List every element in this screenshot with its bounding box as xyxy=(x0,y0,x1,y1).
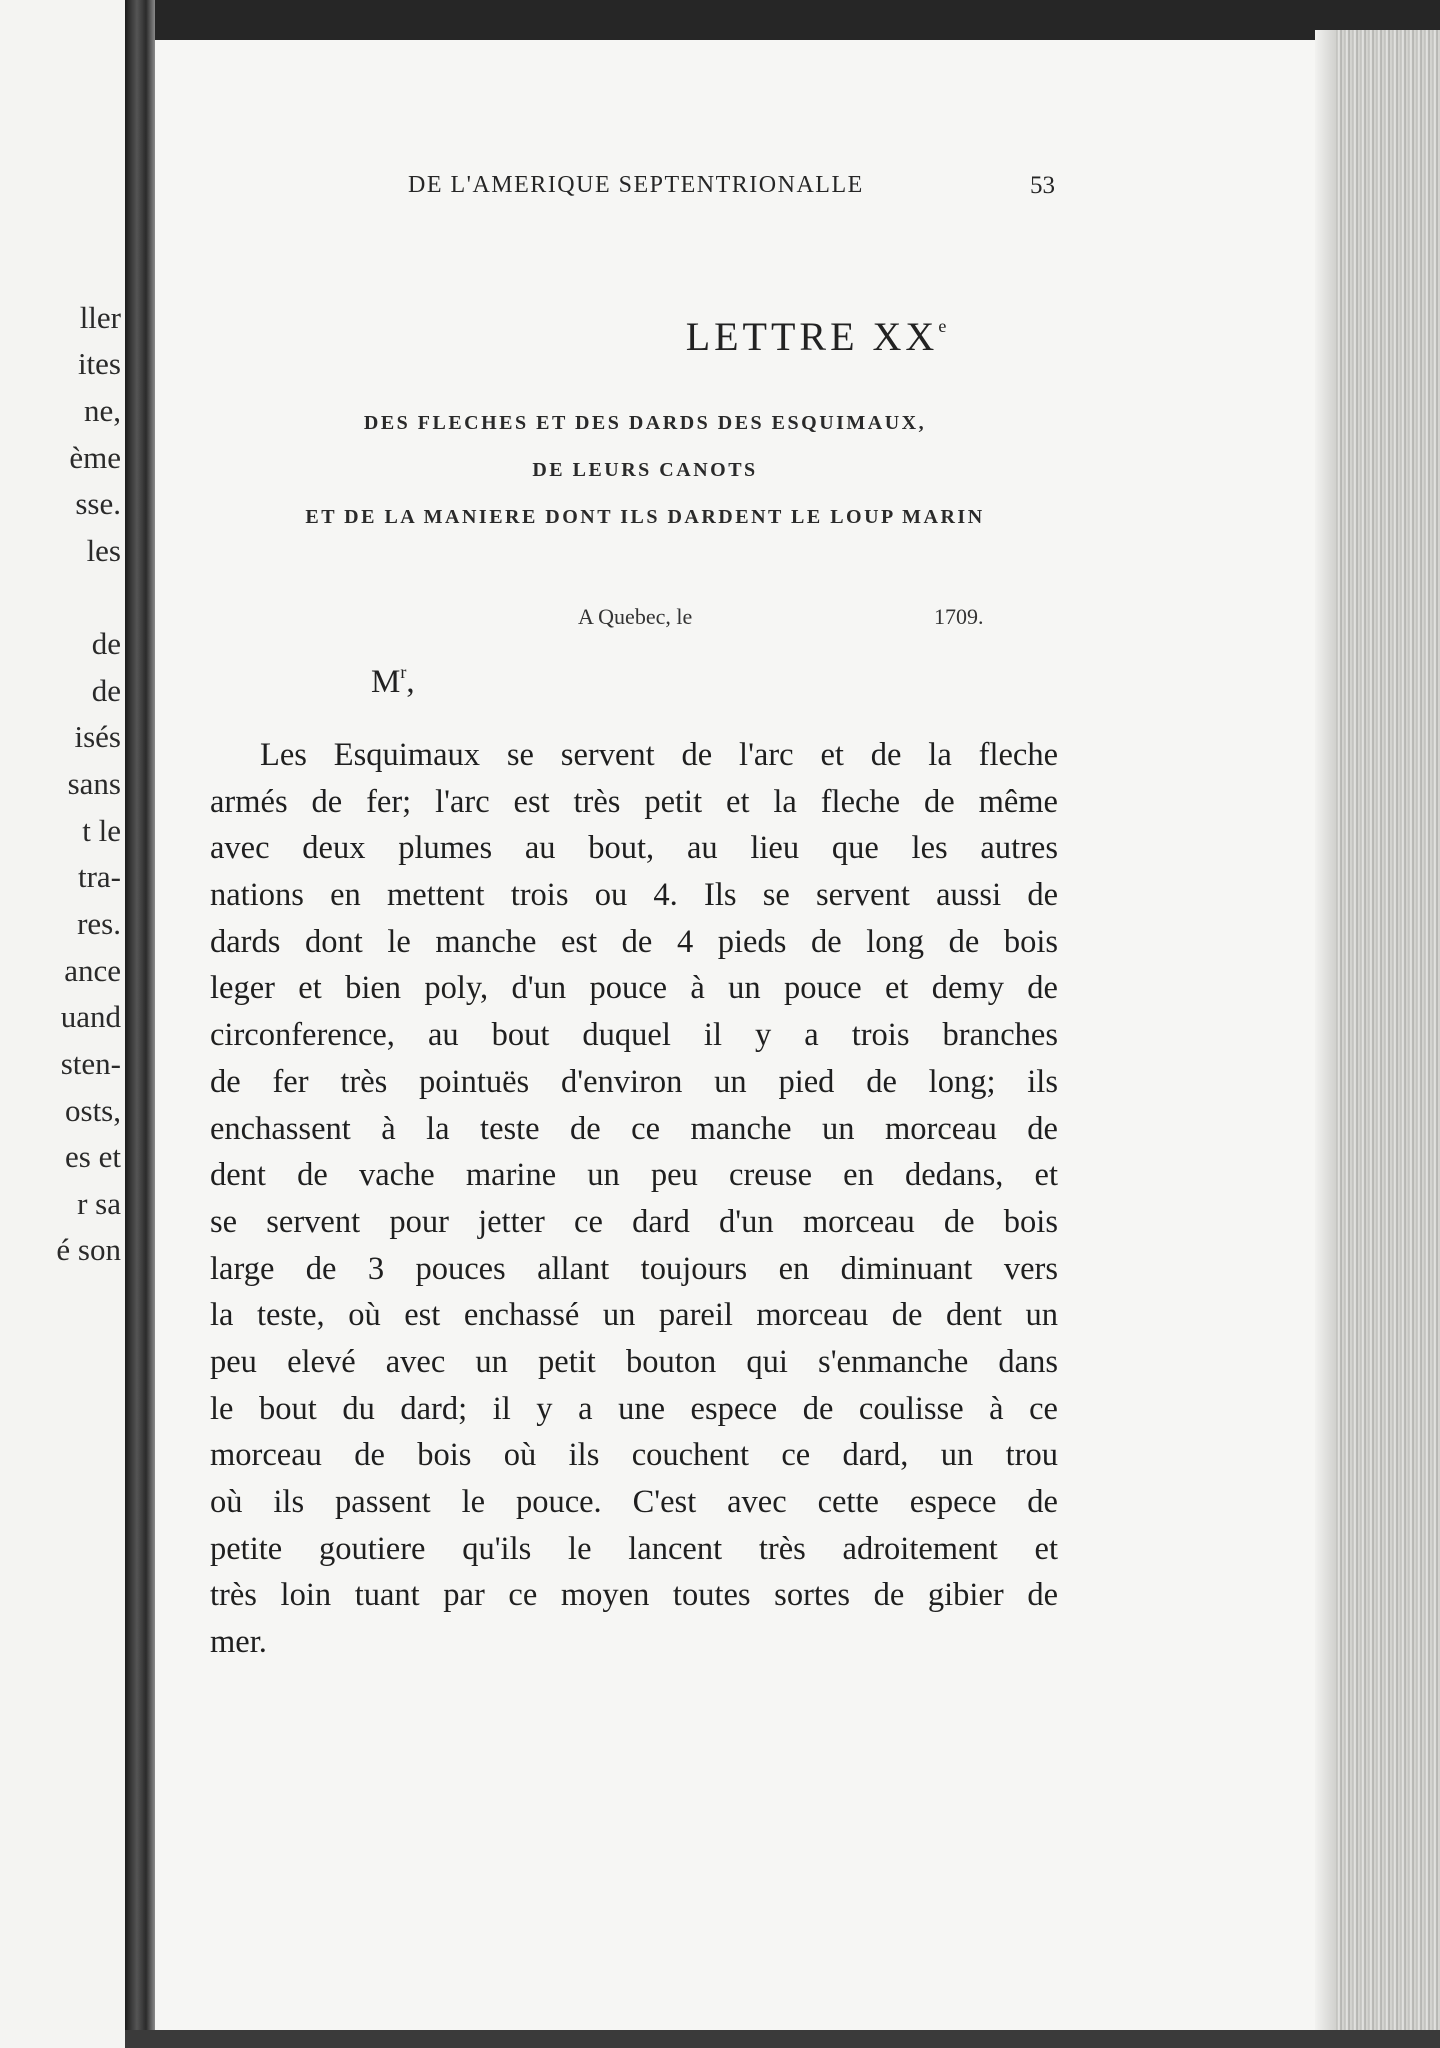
left-page-line: r sa xyxy=(77,1186,121,1221)
subtitle-line: ET DE LA MANIERE DONT ILS DARDENT LE LOUP MARIN xyxy=(305,506,985,528)
left-page-line: osts, xyxy=(65,1093,121,1128)
scan-top-border xyxy=(125,0,1440,40)
body-line: enchassent à la teste de ce manche un morceau de xyxy=(210,1110,1058,1147)
body-line: se servent pour jetter ce dard d'un morceau de bois xyxy=(210,1203,1058,1240)
scan-bottom-border xyxy=(125,2030,1440,2048)
body-line: nations en mettent trois ou 4. Ils se servent aussi de xyxy=(210,877,1058,914)
left-page-line: sans xyxy=(67,766,121,801)
body-line: mer. xyxy=(210,1624,267,1661)
body-line: dards dont le manche est de 4 pieds de long de bois xyxy=(210,923,1058,960)
letter-title-text: LETTRE XX xyxy=(685,314,939,359)
left-page-line: ller xyxy=(79,300,121,335)
left-page-line: es et xyxy=(65,1139,121,1174)
letter-title-superscript: e xyxy=(938,316,947,336)
left-page-line: les xyxy=(86,533,121,568)
left-page-line: sten- xyxy=(60,1046,121,1081)
salutation-superscript: r xyxy=(400,662,407,682)
body-line: leger et bien poly, d'un pouce à un pouce et demy de xyxy=(210,970,1058,1007)
subtitle-line: DE LEURS CANOTS xyxy=(532,459,758,481)
left-page-line: ème xyxy=(69,440,121,475)
previous-page-fragment xyxy=(0,0,125,2048)
book-gutter xyxy=(125,0,155,2048)
body-line: où ils passent le pouce. C'est avec cette espece de xyxy=(210,1484,1058,1520)
body-line: morceau de bois où ils couchent ce dard, un trou xyxy=(210,1437,1058,1474)
left-page-line: de xyxy=(91,673,121,708)
page-number: 53 xyxy=(1030,172,1055,199)
letter-title xyxy=(0,313,1440,360)
dateline-year: 1709. xyxy=(934,604,984,629)
body-line: Les Esquimaux se servent de l'arc et de la fleche xyxy=(260,737,1058,773)
left-page-line: uand xyxy=(60,999,121,1034)
left-page-line: de xyxy=(91,626,121,661)
salutation-comma: , xyxy=(406,664,415,700)
subtitle-line: DES FLECHES ET DES DARDS DES ESQUIMAUX, xyxy=(363,412,927,434)
left-page-line: é son xyxy=(56,1232,121,1267)
left-page-line: tra- xyxy=(77,859,121,894)
left-page-line: res. xyxy=(77,906,121,941)
left-page-line: ites xyxy=(77,346,121,381)
letter-body xyxy=(210,732,1058,1666)
body-line: circonference, au bout duquel il y a trois branches xyxy=(210,1017,1058,1054)
body-line: la teste, où est enchassé un pareil morceau de dent un xyxy=(210,1297,1058,1334)
body-line: dent de vache marine un peu creuse en dedans, et xyxy=(210,1157,1058,1194)
left-page-line: isés xyxy=(74,719,121,754)
body-line: très loin tuant par ce moyen toutes sortes de gibier de xyxy=(210,1577,1058,1614)
body-line: de fer très pointuës d'environ un pied de long; ils xyxy=(210,1063,1058,1100)
body-line: armés de fer; l'arc est très petit et la fleche de même xyxy=(210,783,1058,820)
running-head: DE L'AMERIQUE SEPTENTRIONALLE xyxy=(408,172,864,198)
body-line: peu elevé avec un petit bouton qui s'enmanche dans xyxy=(210,1343,1058,1380)
salutation xyxy=(371,662,415,701)
left-page-line: ance xyxy=(64,953,121,988)
left-page-line: t le xyxy=(82,813,121,848)
body-line: le bout du dard; il y a une espece de coulisse à ce xyxy=(210,1390,1058,1427)
body-line: avec deux plumes au bout, au lieu que les autres xyxy=(210,830,1058,867)
left-page-line: sse. xyxy=(75,486,121,521)
body-line: petite goutiere qu'ils le lancent très adroitement et xyxy=(210,1530,1058,1567)
dateline-place: A Quebec, le xyxy=(578,604,693,629)
body-line: large de 3 pouces allant toujours en diminuant vers xyxy=(210,1250,1058,1287)
salutation-text: M xyxy=(371,664,401,700)
left-page-line: ne, xyxy=(83,393,121,428)
